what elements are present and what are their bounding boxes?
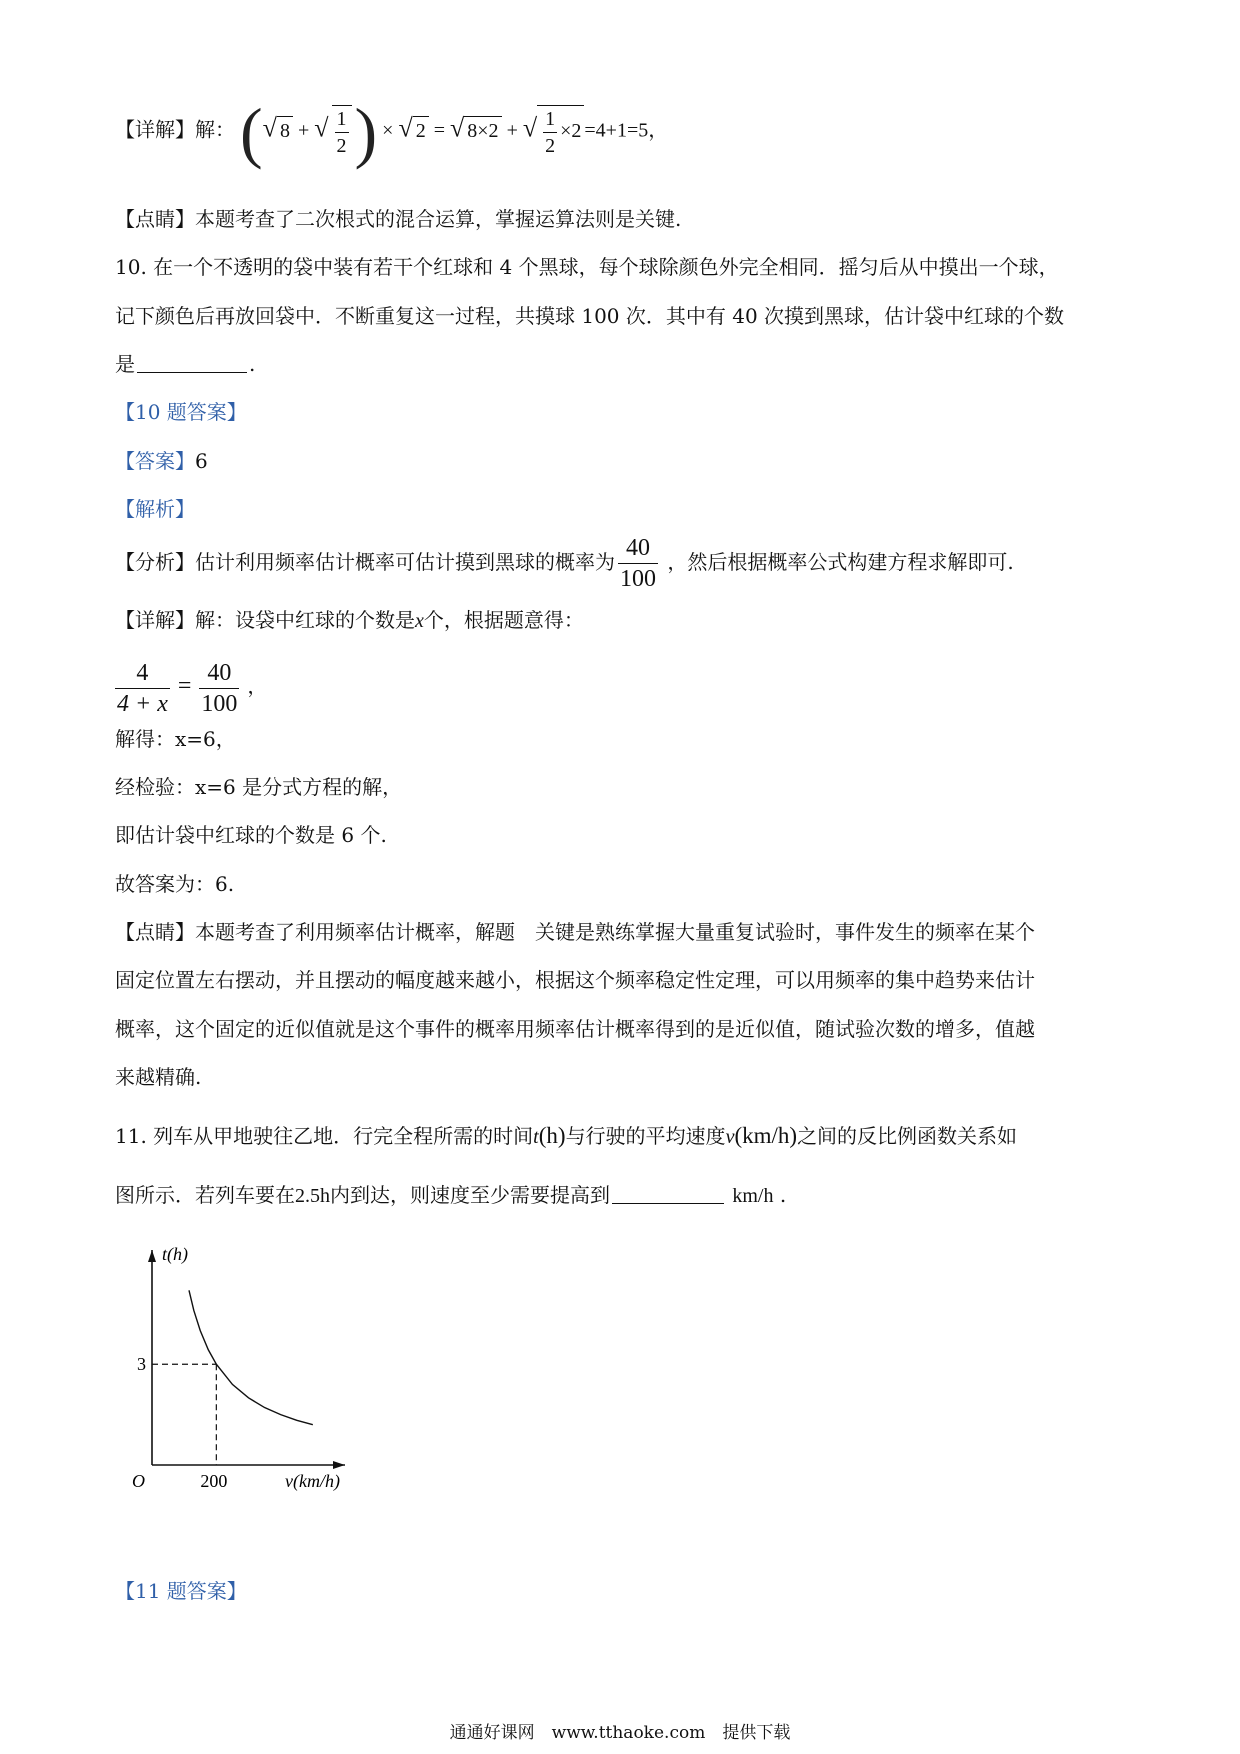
sqrt-half-times-2 [537, 105, 584, 159]
frac-denominator: 2 [335, 132, 349, 159]
equation-left-fraction [115, 658, 170, 719]
q11-stem-text-d: 图所示．若列车要在 [115, 1183, 295, 1207]
frac-numerator: 1 [545, 107, 556, 130]
sqrt-sign: √ [262, 113, 277, 143]
q11-stem-text-b: 与行驶的平均速度 [565, 1124, 726, 1148]
detail-text-b: 个，根据题意得： [423, 608, 584, 632]
q10-final: 故答案为：6. [115, 872, 235, 896]
var-t: t [533, 1126, 539, 1148]
q9-comment-text: 本题考查了二次根式的混合运算，掌握运算法则是关键. [195, 207, 682, 231]
times-two: ×2 [560, 119, 582, 142]
probability-fraction [618, 533, 658, 594]
detail-label: 【详解】 [115, 608, 195, 632]
analysis-text-b: ，然后根据概率公式构建方程求解即可. [667, 550, 1014, 574]
equation-comma: ， [247, 676, 268, 698]
frac-denominator: 2 [543, 132, 557, 159]
unit-kmh: (km/h) [734, 1123, 798, 1148]
frac-numerator: 40 [207, 659, 232, 686]
q10-equation [112, 650, 267, 723]
q9-comment [115, 205, 681, 233]
y-axis-arrow [148, 1250, 156, 1262]
q11-stem-line-2 [115, 1181, 786, 1210]
q10-analysis-section: 【解析】 [115, 497, 195, 521]
q9-detail-line [115, 94, 669, 170]
equation-equals: = [177, 673, 192, 699]
frac-numerator: 1 [336, 108, 347, 130]
q9-comment-label: 【点睛】 [115, 207, 195, 231]
unit-h: (h) [538, 1123, 566, 1148]
x-tick-label: 200 [200, 1471, 228, 1491]
comment-label: 【点睛】 [115, 920, 195, 944]
comment-text-1: 本题考查了利用频率估计概率，解题 关键是熟练掌握大量重复试验时，事件发生的频率在某个 [195, 920, 1035, 944]
q10-answer [115, 447, 208, 475]
q9-detail-prefix: 解： [195, 119, 235, 142]
q10-stem-start: 是 [115, 352, 135, 376]
q11-stem-text-a: 11. 列车从甲地驶往乙地．行完全程所需的时间 [115, 1124, 534, 1148]
frac-numerator: 40 [626, 535, 650, 561]
sqrt-sign: √ [522, 113, 538, 143]
q10-detail [115, 606, 584, 635]
q10-stem-line-2: 记下颜色后再放回袋中．不断重复这一过程，共摸球 100 次．其中有 40 次摸到黑球，估计袋中红球的个数 [115, 304, 1065, 328]
frac-denominator: 100 [199, 688, 239, 719]
sqrt-sign: √ [398, 113, 413, 143]
answer-value: 6 [195, 449, 208, 473]
equals-sign: = [433, 119, 445, 142]
q11-stem-line-1 [115, 1122, 1017, 1151]
plus-sign-2: + [506, 119, 518, 142]
inverse-proportion-graph [125, 1238, 415, 1508]
q10-solve: 解得：x=6， [115, 727, 236, 751]
q10-stem-line-1: 10. 在一个不透明的袋中装有若干个红球和 4 个黑球，每个球除颜色外完全相同．摇匀后从中摸出一个球， [115, 255, 1059, 279]
q11-stem-end: . [779, 1183, 787, 1207]
y-axis-label: t(h) [162, 1244, 188, 1264]
frac-numerator: 4 [136, 659, 149, 686]
sqrt-2: 2 [413, 116, 429, 145]
frac-denominator: 100 [618, 563, 658, 594]
q10-comment-line-3: 概率，这个固定的近似值就是这个事件的概率用频率估计概率得到的是近似值，随试验次数的增多，值越 [115, 1017, 1035, 1041]
q10-answer-section: 【10 题答案】 [115, 400, 247, 424]
left-paren: ( [240, 94, 263, 170]
plus-sign: + [297, 119, 310, 142]
q10-comment-line-1 [115, 918, 1035, 946]
q9-result: =4+1=5， [584, 119, 669, 142]
variable-x: x [415, 610, 424, 632]
q10-comment-line-4: 来越精确. [115, 1065, 202, 1089]
q11-stem-text-c: 之间的反比例函数关系如 [797, 1124, 1018, 1148]
q10-stem-line-3 [115, 350, 255, 378]
q10-analysis [115, 532, 1014, 594]
page-footer: 通通好课网 www.tthaoke.com 提供下载 [449, 1723, 791, 1743]
time-value: 2.5h [295, 1185, 330, 1207]
y-tick-label: 3 [137, 1354, 146, 1375]
origin-label: O [132, 1471, 145, 1491]
times-sign: × [382, 119, 394, 142]
sqrt-half [332, 105, 352, 159]
q10-comment-line-2: 固定位置左右摆动，并且摆动的幅度越来越小，根据这个频率稳定性定理，可以用频率的集中趋势来估计 [115, 968, 1035, 992]
analysis-label: 【分析】 [115, 550, 195, 574]
sqrt-8x2: 8×2 [464, 116, 501, 145]
q10-estimate: 即估计袋中红球的个数是 6 个. [115, 823, 387, 847]
curve-line [189, 1290, 313, 1424]
q10-check: 经检验：x=6 是分式方程的解， [115, 775, 403, 799]
sqrt-8: 8 [277, 116, 293, 145]
sqrt-sign: √ [314, 113, 329, 143]
answer-blank [612, 1202, 724, 1204]
inner-frac [543, 106, 557, 159]
q11-answer-section: 【11 题答案】 [115, 1579, 247, 1603]
detail-text-a: 解：设袋中红球的个数是 [195, 608, 415, 632]
analysis-text-a: 估计利用频率估计概率可估计摸到黑球的概率为 [195, 550, 615, 574]
equation-right-fraction [199, 658, 239, 719]
unit-label: km/h [732, 1185, 774, 1207]
sqrt-sign: √ [450, 113, 465, 143]
q10-stem-end: . [249, 352, 256, 376]
frac-denominator: 4 + x [115, 688, 170, 719]
answer-blank [137, 371, 247, 373]
var-v: v [725, 1126, 735, 1148]
x-axis-label: v(km/h) [285, 1471, 340, 1491]
x-axis-arrow [333, 1461, 345, 1469]
answer-label: 【答案】 [115, 449, 195, 473]
right-paren: ) [354, 94, 378, 170]
q11-stem-text-e: 内到达，则速度至少需要提高到 [330, 1183, 610, 1207]
q9-detail-label: 【详解】 [115, 119, 195, 142]
